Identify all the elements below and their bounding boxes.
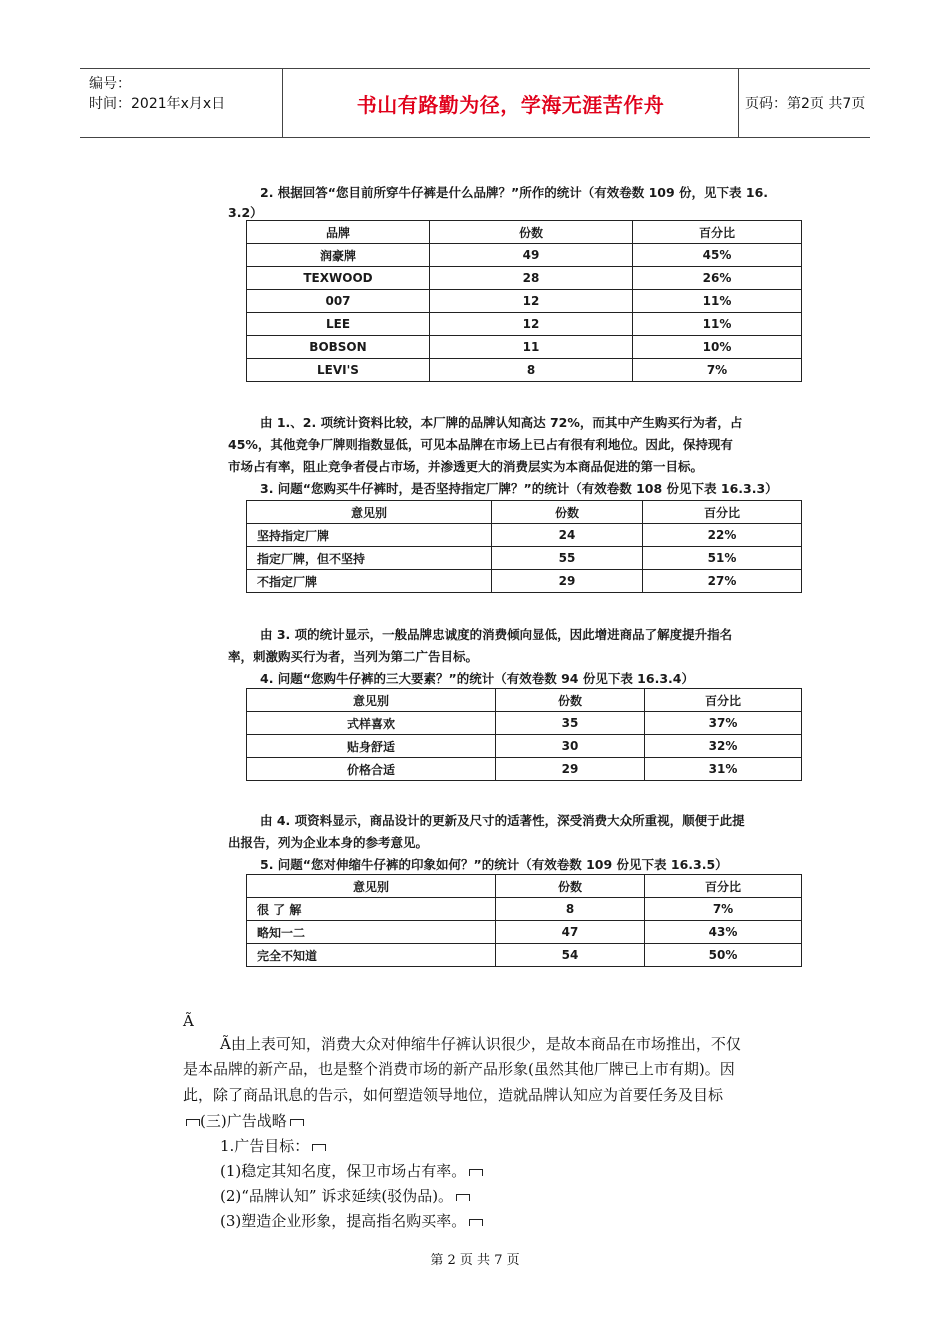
cell: 贴身舒适 (247, 735, 496, 758)
body-line8 (220, 1210, 483, 1231)
cell: 式样喜欢 (247, 712, 496, 735)
paragraph-mark-icon (312, 1144, 326, 1151)
para3-line1: 由 4. 项资料显示，商品设计的更新及尺寸的适著性，深受消费大众所重视，顺便于此提 (260, 813, 745, 828)
cell: 007 (247, 290, 430, 313)
para1-line1: 由 1.、2. 项统计资料比较，本厂牌的品牌认知高达 72%，而其中产生购买行为者，占 (260, 415, 743, 430)
th: 百分比 (633, 221, 802, 244)
body-line1: Ã由上表可知，消费大众对伸缩牛仔裤认识很少，是故本商品在市场推出，不仅 (220, 1035, 741, 1053)
goal-item: (1)稳定其知名度，保卫市场占有率。 (220, 1162, 467, 1180)
cell: 29 (496, 758, 645, 781)
cell: 27% (643, 570, 802, 593)
cell: 不指定厂牌 (247, 570, 492, 593)
cell: 12 (430, 313, 633, 336)
goal-item: (2)“品牌认知” 诉求延续(驳伪品)。 (220, 1187, 454, 1205)
cell: 坚持指定厂牌 (247, 524, 492, 547)
cell: 35 (496, 712, 645, 735)
cell: 51% (643, 547, 802, 570)
table-row (247, 244, 802, 267)
th: 意见别 (247, 875, 496, 898)
table-row (247, 944, 802, 967)
cell: LEVI'S (247, 359, 430, 382)
cell: 略知一二 (247, 921, 496, 944)
th: 百分比 (645, 875, 802, 898)
cell: 7% (645, 898, 802, 921)
q2-text-cont: 3.2） (228, 205, 263, 220)
q2-text: 2. 根据回答“您目前所穿牛仔裤是什么品牌？”所作的统计（有效卷数 109 份，见下表 16. (260, 185, 769, 200)
th: 百分比 (645, 689, 802, 712)
cell: 11% (633, 290, 802, 313)
cell: 价格合适 (247, 758, 496, 781)
goal-item: (3)塑造企业形象，提高指名购买率。 (220, 1212, 467, 1230)
cell: 50% (645, 944, 802, 967)
table-row (247, 898, 802, 921)
paragraph-mark-icon (469, 1169, 483, 1176)
table-brand (246, 220, 802, 382)
header-page-label: 页码：第2页 共7页 (745, 96, 866, 112)
cell: 43% (645, 921, 802, 944)
cell: 11% (633, 313, 802, 336)
th: 意见别 (247, 501, 492, 524)
body-line6 (220, 1160, 483, 1181)
cell: 31% (645, 758, 802, 781)
stray-glyph: Ã (183, 1012, 194, 1030)
cell: 润豪牌 (247, 244, 430, 267)
cell: 很 了 解 (247, 898, 496, 921)
cell: 49 (430, 244, 633, 267)
table-header-row (247, 501, 802, 524)
cell: 7% (633, 359, 802, 382)
th: 份数 (496, 689, 645, 712)
body-line2: 是本品牌的新产品，也是整个消费市场的新产品形象(虽然其他厂牌已上市有期)。因 (183, 1060, 735, 1078)
table-row (247, 921, 802, 944)
table-row (247, 712, 802, 735)
cell: 8 (496, 898, 645, 921)
table-row (247, 758, 802, 781)
cell: 37% (645, 712, 802, 735)
cell: 28 (430, 267, 633, 290)
page-header (80, 68, 870, 138)
table-header-row (247, 875, 802, 898)
number-label: 编号： (89, 76, 131, 92)
section-heading: (三)广告战略 (200, 1112, 287, 1130)
table-row (247, 290, 802, 313)
table-row (247, 524, 802, 547)
cell: LEE (247, 313, 430, 336)
cell: 11 (430, 336, 633, 359)
table-impression (246, 874, 802, 967)
paragraph-mark-icon (290, 1119, 304, 1126)
table-factors (246, 688, 802, 781)
cell: TEXWOOD (247, 267, 430, 290)
table-row (247, 735, 802, 758)
th: 份数 (430, 221, 633, 244)
th: 品牌 (247, 221, 430, 244)
paragraph-mark-icon (456, 1194, 470, 1201)
table-header-row (247, 689, 802, 712)
cell: 22% (643, 524, 802, 547)
table-row (247, 359, 802, 382)
table-row (247, 267, 802, 290)
table-row (247, 547, 802, 570)
table-header-row (247, 221, 802, 244)
para2-line2: 率，刺激购买行为者，当列为第二广告目标。 (228, 649, 479, 664)
th: 百分比 (643, 501, 802, 524)
cell: 8 (430, 359, 633, 382)
paragraph-mark-icon (469, 1219, 483, 1226)
cell: 24 (492, 524, 643, 547)
table-row (247, 570, 802, 593)
paragraph-mark-icon (186, 1119, 200, 1126)
q5-text: 5. 问题“您对伸缩牛仔裤的印象如何？”的统计（有效卷数 109 份见下表 16.3.5） (260, 857, 728, 872)
cell: 30 (496, 735, 645, 758)
cell: 54 (496, 944, 645, 967)
page-footer: 第 2 页 共 7 页 (430, 1253, 520, 1268)
table-loyalty (246, 500, 802, 593)
table-row (247, 313, 802, 336)
th: 意见别 (247, 689, 496, 712)
th: 份数 (492, 501, 643, 524)
para2-line1: 由 3. 项的统计显示，一般品牌忠诚度的消费倾向显低，因此增进商品了解度提升指名 (260, 627, 733, 642)
cell: 完全不知道 (247, 944, 496, 967)
body-line7 (220, 1185, 470, 1206)
goal-heading: 1.广告目标： (220, 1137, 310, 1155)
cell: 指定厂牌，但不坚持 (247, 547, 492, 570)
para3-line2: 出报告，列为企业本身的参考意见。 (228, 835, 429, 850)
cell: 45% (633, 244, 802, 267)
body-line4 (183, 1110, 304, 1131)
th: 份数 (496, 875, 645, 898)
cell: 29 (492, 570, 643, 593)
cell: 55 (492, 547, 643, 570)
table-row (247, 336, 802, 359)
cell: 12 (430, 290, 633, 313)
para1-line3: 市场占有率，阻止竞争者侵占市场，并渗透更大的消费层实为本商品促进的第一目标。 (228, 459, 704, 474)
cell: 47 (496, 921, 645, 944)
cell: 10% (633, 336, 802, 359)
cell: 26% (633, 267, 802, 290)
q3-text: 3. 问题“您购买牛仔裤时，是否坚持指定厂牌？”的统计（有效卷数 108 份见下表 16.3.3） (260, 481, 778, 496)
cell: BOBSON (247, 336, 430, 359)
q4-text: 4. 问题“您购牛仔裤的三大要素？”的统计（有效卷数 94 份见下表 16.3.4） (260, 671, 694, 686)
body-line5 (220, 1135, 326, 1156)
cell: 32% (645, 735, 802, 758)
header-meta (80, 69, 282, 137)
para1-line2: 45%，其他竞争厂牌则指数显低，可见本品牌在市场上已占有很有利地位。因此，保持现有 (228, 437, 733, 452)
date-label: 时间：2021年x月x日 (89, 96, 226, 112)
header-motto: 书山有路勤为径，学海无涯苦作舟 (282, 69, 739, 137)
body-line3: 此，除了商品讯息的告示，如何塑造领导地位，造就品牌认知应为首要任务及目标 (183, 1086, 724, 1104)
